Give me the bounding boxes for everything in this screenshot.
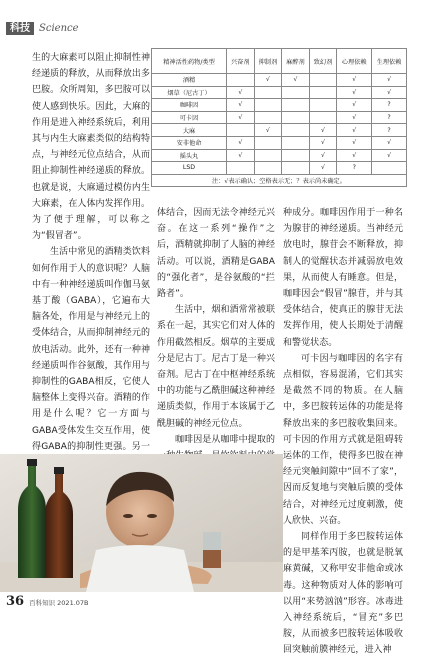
paragraph: 同样作用于多巴胺转运体的是甲基苯丙胺，也就是脱氧麻黄碱，又称甲安非他命或冰毒。这种物质对人体的影响可以用“来势汹汹”形容。冰毒进入神经系统后，“冒充”多巴胺，从而被多巴胺转运体吸收回突触前膜神经元，进入神 bbox=[283, 532, 403, 656]
table-cell: √ bbox=[337, 136, 372, 149]
table-header-cell: 心理依赖 bbox=[337, 49, 372, 74]
table-header-row bbox=[152, 49, 407, 74]
table-cell bbox=[282, 162, 310, 175]
table-note-row bbox=[152, 174, 407, 186]
table-cell: √ bbox=[372, 136, 407, 149]
table-cell: √ bbox=[227, 149, 255, 162]
table-cell bbox=[254, 149, 282, 162]
table-cell bbox=[254, 86, 282, 99]
table-cell: √ bbox=[337, 99, 372, 112]
table-header-cell: 精神活性药物/类型 bbox=[152, 49, 227, 74]
table-cell bbox=[282, 111, 310, 124]
drug-classification-table bbox=[151, 48, 407, 198]
table-cell: √ bbox=[227, 136, 255, 149]
table-cell bbox=[282, 149, 310, 162]
page-footer bbox=[6, 594, 89, 609]
paragraph: 生活中，烟和酒常常被联系在一起，其实它们对人体的作用截然相反。烟草的主要成分是尼古丁。尼古丁是一种兴奋剂。尼古丁在中枢神经系统中的功能与乙酰胆碱这种神经递质类似，作用于本该属于乙酰胆碱的神经元位点。 bbox=[157, 305, 275, 429]
page-number: 36 bbox=[6, 594, 25, 609]
table-cell: √ bbox=[372, 74, 407, 87]
paragraph: 生活中常见的酒精类饮料如何作用于人的意识呢？人脑中有一种神经递质叫作伽马氨基丁酸（GABA），它遍布大脑各处，作用是与神经元上的受体结合，从而抑制神经元的放电活动。此外，还有一种神经递质叫作谷氨酸，其作用与抑制性的GABA相反，它使人脑整体上变得兴奋。酒精的作用是什么呢？它一方面与GABA受体发生交互作用，使得GABA的抑制性更强。另一 bbox=[32, 247, 150, 452]
paragraph: 可卡因与咖啡因的名字有点相似，容易混淆，它们其实是截然不同的物质。在人脑中，多巴胺转运体的功能是将释放出来的多巴胺收集回来。可卡因的作用方式就是阻碍转运体的工作，使得多巴胺在神经元突触间隙中“回不了家”，因而反复地与突触后膜的受体结合，对神经元过度刺激，使人欣快、兴奋。 bbox=[283, 353, 403, 526]
table-cell bbox=[309, 99, 337, 112]
paragraph: 生的大麻素可以阻止抑制性神经递质的释放，从而释放出多巴胺。众所周知，多巴胺可以使人感到快乐。因此，大麻的作用是进入神经系统后，利用其与内生大麻素类似的结构特点，与神经元位点结合，从而阻止抑制性神经递质的释放。也就是说，大麻通过模仿内生大麻素，在人体内发挥作用。为了便于理解，可以称之为“假冒者”。 bbox=[32, 53, 150, 242]
article-column-1 bbox=[32, 50, 150, 487]
drug-name-cell: 咖啡因 bbox=[152, 99, 227, 112]
table-cell: √ bbox=[254, 124, 282, 137]
table-cell: ? bbox=[372, 99, 407, 112]
table-cell bbox=[282, 86, 310, 99]
drug-name-cell: 可卡因 bbox=[152, 111, 227, 124]
table-cell: √ bbox=[309, 124, 337, 137]
table-cell bbox=[227, 162, 255, 175]
table-cell bbox=[227, 74, 255, 87]
table-cell bbox=[309, 111, 337, 124]
table-cell: √ bbox=[337, 74, 372, 87]
drug-name-cell: 酒精 bbox=[152, 74, 227, 87]
table-cell: √ bbox=[337, 124, 372, 137]
drug-name-cell: 烟草（尼古丁） bbox=[152, 86, 227, 99]
paragraph: 体结合，因而无法令神经元兴奋。在这一系列“操作”之后，酒精就抑制了人脑的神经活动。可以说，酒精是GABA的“强化者”，是谷氨酸的“拦路者”。 bbox=[157, 208, 275, 300]
table-header-cell: 致幻剂 bbox=[309, 49, 337, 74]
table-cell: ? bbox=[337, 162, 372, 175]
table-cell bbox=[282, 99, 310, 112]
table-header-cell: 抑制剂 bbox=[254, 49, 282, 74]
table-row bbox=[152, 99, 407, 112]
table-cell bbox=[254, 111, 282, 124]
table-cell bbox=[254, 99, 282, 112]
table-row bbox=[152, 136, 407, 149]
table-cell: √ bbox=[372, 149, 407, 162]
table-cell: √ bbox=[337, 149, 372, 162]
photo-illustration bbox=[0, 454, 283, 592]
table-cell: √ bbox=[254, 74, 282, 87]
table-cell bbox=[282, 124, 310, 137]
table-row bbox=[152, 86, 407, 99]
table-row bbox=[152, 74, 407, 87]
section-label-cn: 科技 bbox=[6, 22, 34, 35]
table-cell: √ bbox=[309, 162, 337, 175]
table-cell: ? bbox=[372, 124, 407, 137]
drug-name-cell: 摇头丸 bbox=[152, 149, 227, 162]
table-row bbox=[152, 149, 407, 162]
table-header-cell: 麻醉剂 bbox=[282, 49, 310, 74]
table-cell bbox=[227, 124, 255, 137]
drug-name-cell: 安非他命 bbox=[152, 136, 227, 149]
table-cell: √ bbox=[337, 111, 372, 124]
table-note: 注：√表示确认；空格表示无；？表示尚未确定。 bbox=[152, 174, 407, 186]
drug-name-cell: 大麻 bbox=[152, 124, 227, 137]
table-cell bbox=[309, 74, 337, 87]
table-cell: √ bbox=[309, 149, 337, 162]
table-header-cell: 兴奋剂 bbox=[227, 49, 255, 74]
table-cell bbox=[254, 162, 282, 175]
paragraph: 种成分。咖啡因作用于一种名为腺苷的神经递质。当神经元放电时，腺苷会不断释放，抑制人的觉醒状态并减弱放电效果，从而使人有睡意。但是，咖啡因会“假冒”腺苷，并与其受体结合，使真正的腺苷无法发挥作用，使人长期处于清醒和警觉状态。 bbox=[283, 208, 403, 348]
table-cell bbox=[282, 136, 310, 149]
photo-man-with-alcohol bbox=[0, 454, 283, 592]
table-cell: ? bbox=[372, 111, 407, 124]
article-column-3 bbox=[283, 205, 403, 659]
paragraph: 咖啡因是从咖啡中提取的 bbox=[175, 434, 275, 445]
table-header-cell: 生理依赖 bbox=[372, 49, 407, 74]
table-cell: √ bbox=[227, 86, 255, 99]
table-cell: √ bbox=[372, 86, 407, 99]
article-column-2 bbox=[157, 205, 275, 497]
table-cell: √ bbox=[309, 136, 337, 149]
table-cell bbox=[372, 162, 407, 175]
table-cell: √ bbox=[282, 74, 310, 87]
section-label-en: Science bbox=[39, 23, 79, 34]
section-tag bbox=[6, 22, 79, 35]
table-cell bbox=[309, 86, 337, 99]
table-cell: √ bbox=[227, 111, 255, 124]
table-row bbox=[152, 111, 407, 124]
drug-name-cell: LSD bbox=[152, 162, 227, 175]
table-row bbox=[152, 162, 407, 175]
magazine-issue: 百科知识 2021.07B bbox=[29, 599, 89, 607]
table-cell bbox=[254, 136, 282, 149]
table-row bbox=[152, 124, 407, 137]
table-cell: √ bbox=[337, 86, 372, 99]
table-cell: √ bbox=[227, 99, 255, 112]
